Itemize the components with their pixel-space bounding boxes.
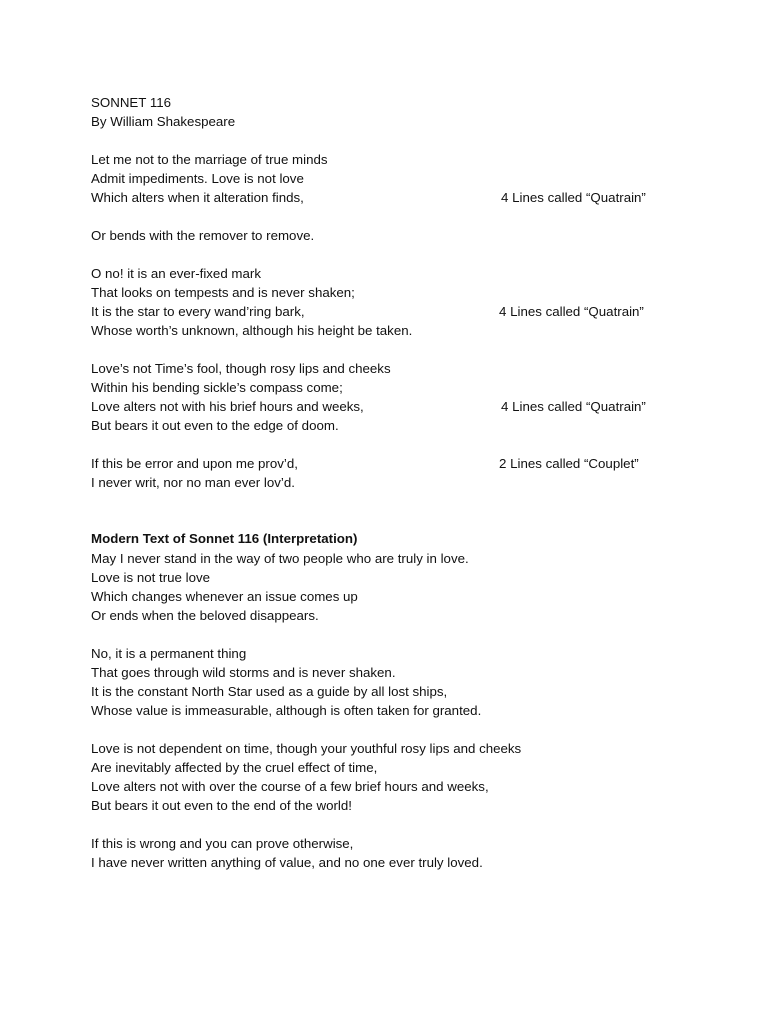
modern-line: May I never stand in the way of two people who are truly in love.: [91, 551, 469, 566]
modern-line: If this is wrong and you can prove otherwise,: [91, 836, 354, 851]
modern-line: Whose value is immeasurable, although is often taken for granted.: [91, 703, 482, 718]
couplet-note: 2 Lines called “Couplet”: [499, 456, 639, 471]
sonnet-line: Let me not to the marriage of true minds: [91, 152, 328, 167]
modern-line: That goes through wild storms and is never shaken.: [91, 665, 396, 680]
sonnet-line: Love alters not with his brief hours and weeks,: [91, 399, 364, 414]
quatrain-note: 4 Lines called “Quatrain”: [501, 399, 646, 414]
sonnet-line: But bears it out even to the edge of doom.: [91, 418, 339, 433]
poem-title: SONNET 116: [91, 95, 172, 110]
sonnet-line: If this be error and upon me prov’d,: [91, 456, 298, 471]
poem-author: By William Shakespeare: [91, 114, 236, 129]
modern-line: I have never written anything of value, and no one ever truly loved.: [91, 855, 483, 870]
modern-line: Love is not dependent on time, though your youthful rosy lips and cheeks: [91, 741, 522, 756]
modern-line: Love is not true love: [91, 570, 211, 585]
modern-line: Or ends when the beloved disappears.: [91, 608, 319, 623]
sonnet-line: I never writ, nor no man ever lov’d.: [91, 475, 295, 490]
modern-line: It is the constant North Star used as a guide by all lost ships,: [91, 684, 448, 699]
quatrain-note: 4 Lines called “Quatrain”: [501, 190, 646, 205]
modern-heading: Modern Text of Sonnet 116 (Interpretation): [91, 531, 358, 546]
sonnet-line: That looks on tempests and is never shaken;: [91, 285, 355, 300]
sonnet-line: O no! it is an ever-fixed mark: [91, 266, 261, 281]
modern-line: But bears it out even to the end of the world!: [91, 798, 352, 813]
sonnet-line: Which alters when it alteration finds,: [91, 190, 304, 205]
modern-line: Are inevitably affected by the cruel effect of time,: [91, 760, 378, 775]
sonnet-line: Whose worth’s unknown, although his height be taken.: [91, 323, 413, 338]
modern-line: Love alters not with over the course of a few brief hours and weeks,: [91, 779, 489, 794]
modern-line: No, it is a permanent thing: [91, 646, 247, 661]
quatrain-note: 4 Lines called “Quatrain”: [499, 304, 644, 319]
modern-line: Which changes whenever an issue comes up: [91, 589, 358, 604]
sonnet-line: Love’s not Time’s fool, though rosy lips and cheeks: [91, 361, 391, 376]
sonnet-line: Admit impediments. Love is not love: [91, 171, 304, 186]
sonnet-line: Or bends with the remover to remove.: [91, 228, 315, 243]
sonnet-line: It is the star to every wand’ring bark,: [91, 304, 305, 319]
sonnet-line: Within his bending sickle’s compass come;: [91, 380, 343, 395]
